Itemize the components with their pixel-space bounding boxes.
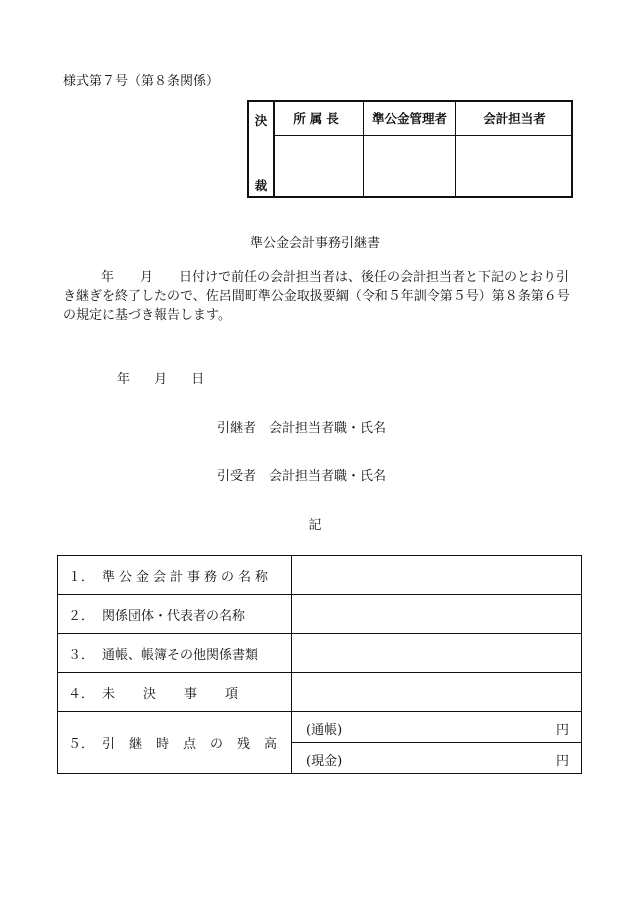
balance-unit: 円 xyxy=(556,754,570,769)
handover-signature-line: 引継者 会計担当者職・氏名 xyxy=(217,421,387,436)
balance-unit: 円 xyxy=(556,723,570,738)
item-label: 準公金会計事務の名称 xyxy=(102,569,273,585)
item-label: 未決事項 xyxy=(102,686,267,702)
balance-kind: (現金) xyxy=(306,754,343,769)
item-label: 関係団体・代表者の名称 xyxy=(102,608,246,624)
item-number: １． xyxy=(68,569,95,585)
table-row xyxy=(58,595,582,634)
item-label: 通帳、帳簿その他関係書類 xyxy=(102,647,259,663)
form-number: 様式第７号（第８条関係） xyxy=(63,74,220,89)
item-number: ４． xyxy=(68,686,95,702)
item-value-cell[interactable] xyxy=(292,634,582,673)
document-title: 準公金会計事務引継書 xyxy=(249,236,380,251)
details-table xyxy=(57,555,582,774)
balance-bankbook-cell[interactable] xyxy=(292,712,582,743)
approval-header-fund-manager: 準公金管理者 xyxy=(371,111,447,126)
table-row xyxy=(58,634,582,673)
report-date: 年 月 日 xyxy=(117,372,205,387)
ki-heading: 記 xyxy=(308,518,322,533)
approval-header-accountant: 会計担当者 xyxy=(483,111,546,126)
table-row xyxy=(58,712,582,743)
receiver-signature-line: 引受者 会計担当者職・氏名 xyxy=(217,469,387,484)
item-number: ２． xyxy=(68,608,95,624)
item-value-cell[interactable] xyxy=(292,556,582,595)
approval-side-top: 決 xyxy=(254,113,268,128)
approval-box xyxy=(247,100,573,198)
item-label: 引継時点の残高 xyxy=(102,737,292,752)
item-number: ５． xyxy=(68,737,95,752)
item-value-cell[interactable] xyxy=(292,595,582,634)
body-line-1: 年 月 日付けで前任の会計担当者は、後任の会計担当者と下記のとおり引 xyxy=(101,270,570,285)
table-row xyxy=(58,673,582,712)
approval-header-section-chief: 所属長 xyxy=(293,111,343,126)
balance-kind: (通帳) xyxy=(306,723,343,738)
balance-cash-cell[interactable] xyxy=(292,743,582,774)
table-row xyxy=(58,556,582,595)
item-number: ３． xyxy=(68,647,95,663)
report-body xyxy=(63,268,575,325)
item-value-cell[interactable] xyxy=(292,673,582,712)
body-line-2: き継ぎを終了したので、佐呂間町準公金取扱要綱（令和５年訓令第５号）第８条第６号 xyxy=(63,289,570,304)
body-line-3: の規定に基づき報告します。 xyxy=(63,308,231,323)
approval-side-bottom: 裁 xyxy=(254,178,268,193)
